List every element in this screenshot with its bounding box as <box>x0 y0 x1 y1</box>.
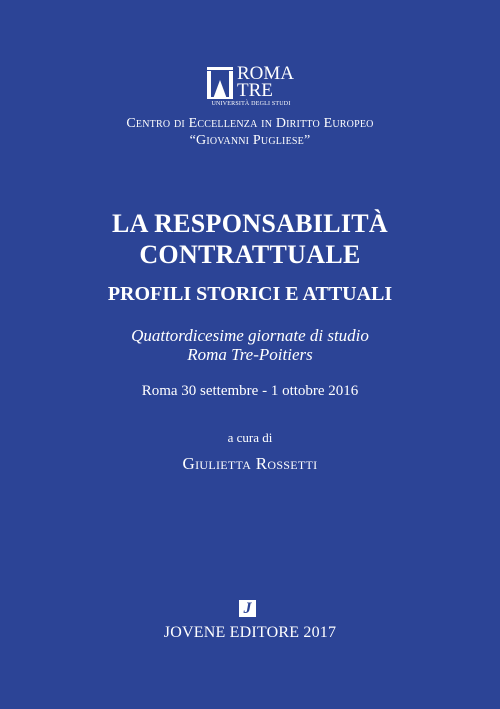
curator-label: a cura di <box>227 430 273 445</box>
roma-tre-logo <box>205 63 297 112</box>
arch-icon <box>205 66 235 100</box>
logo-text-tre: TRE <box>237 80 273 101</box>
event-dates: Roma 30 settembre - 1 ottobre 2016 <box>141 383 359 399</box>
logo-text-roma: ROMA <box>237 63 295 84</box>
centre-subname: “Giovanni Pugliese” <box>189 133 311 148</box>
publisher-line: JOVENE EDITORE 2017 <box>163 624 337 641</box>
title-line-1: LA RESPONSABILITÀ <box>111 209 389 238</box>
jovene-logo-icon: J <box>239 600 256 617</box>
logo-text-university: UNIVERSITÀ DEGLI STUDI <box>211 101 291 107</box>
title-line-2: CONTRATTUALE <box>139 240 361 269</box>
event-line-1: Quattordicesime giornate di studio <box>131 326 369 345</box>
centre-name: Centro di Eccellenza in Diritto Europeo <box>126 116 374 131</box>
subtitle: PROFILI STORICI E ATTUALI <box>107 283 393 305</box>
curator-name: Giulietta Rossetti <box>182 454 318 473</box>
event-line-2: Roma Tre-Poitiers <box>187 345 313 364</box>
